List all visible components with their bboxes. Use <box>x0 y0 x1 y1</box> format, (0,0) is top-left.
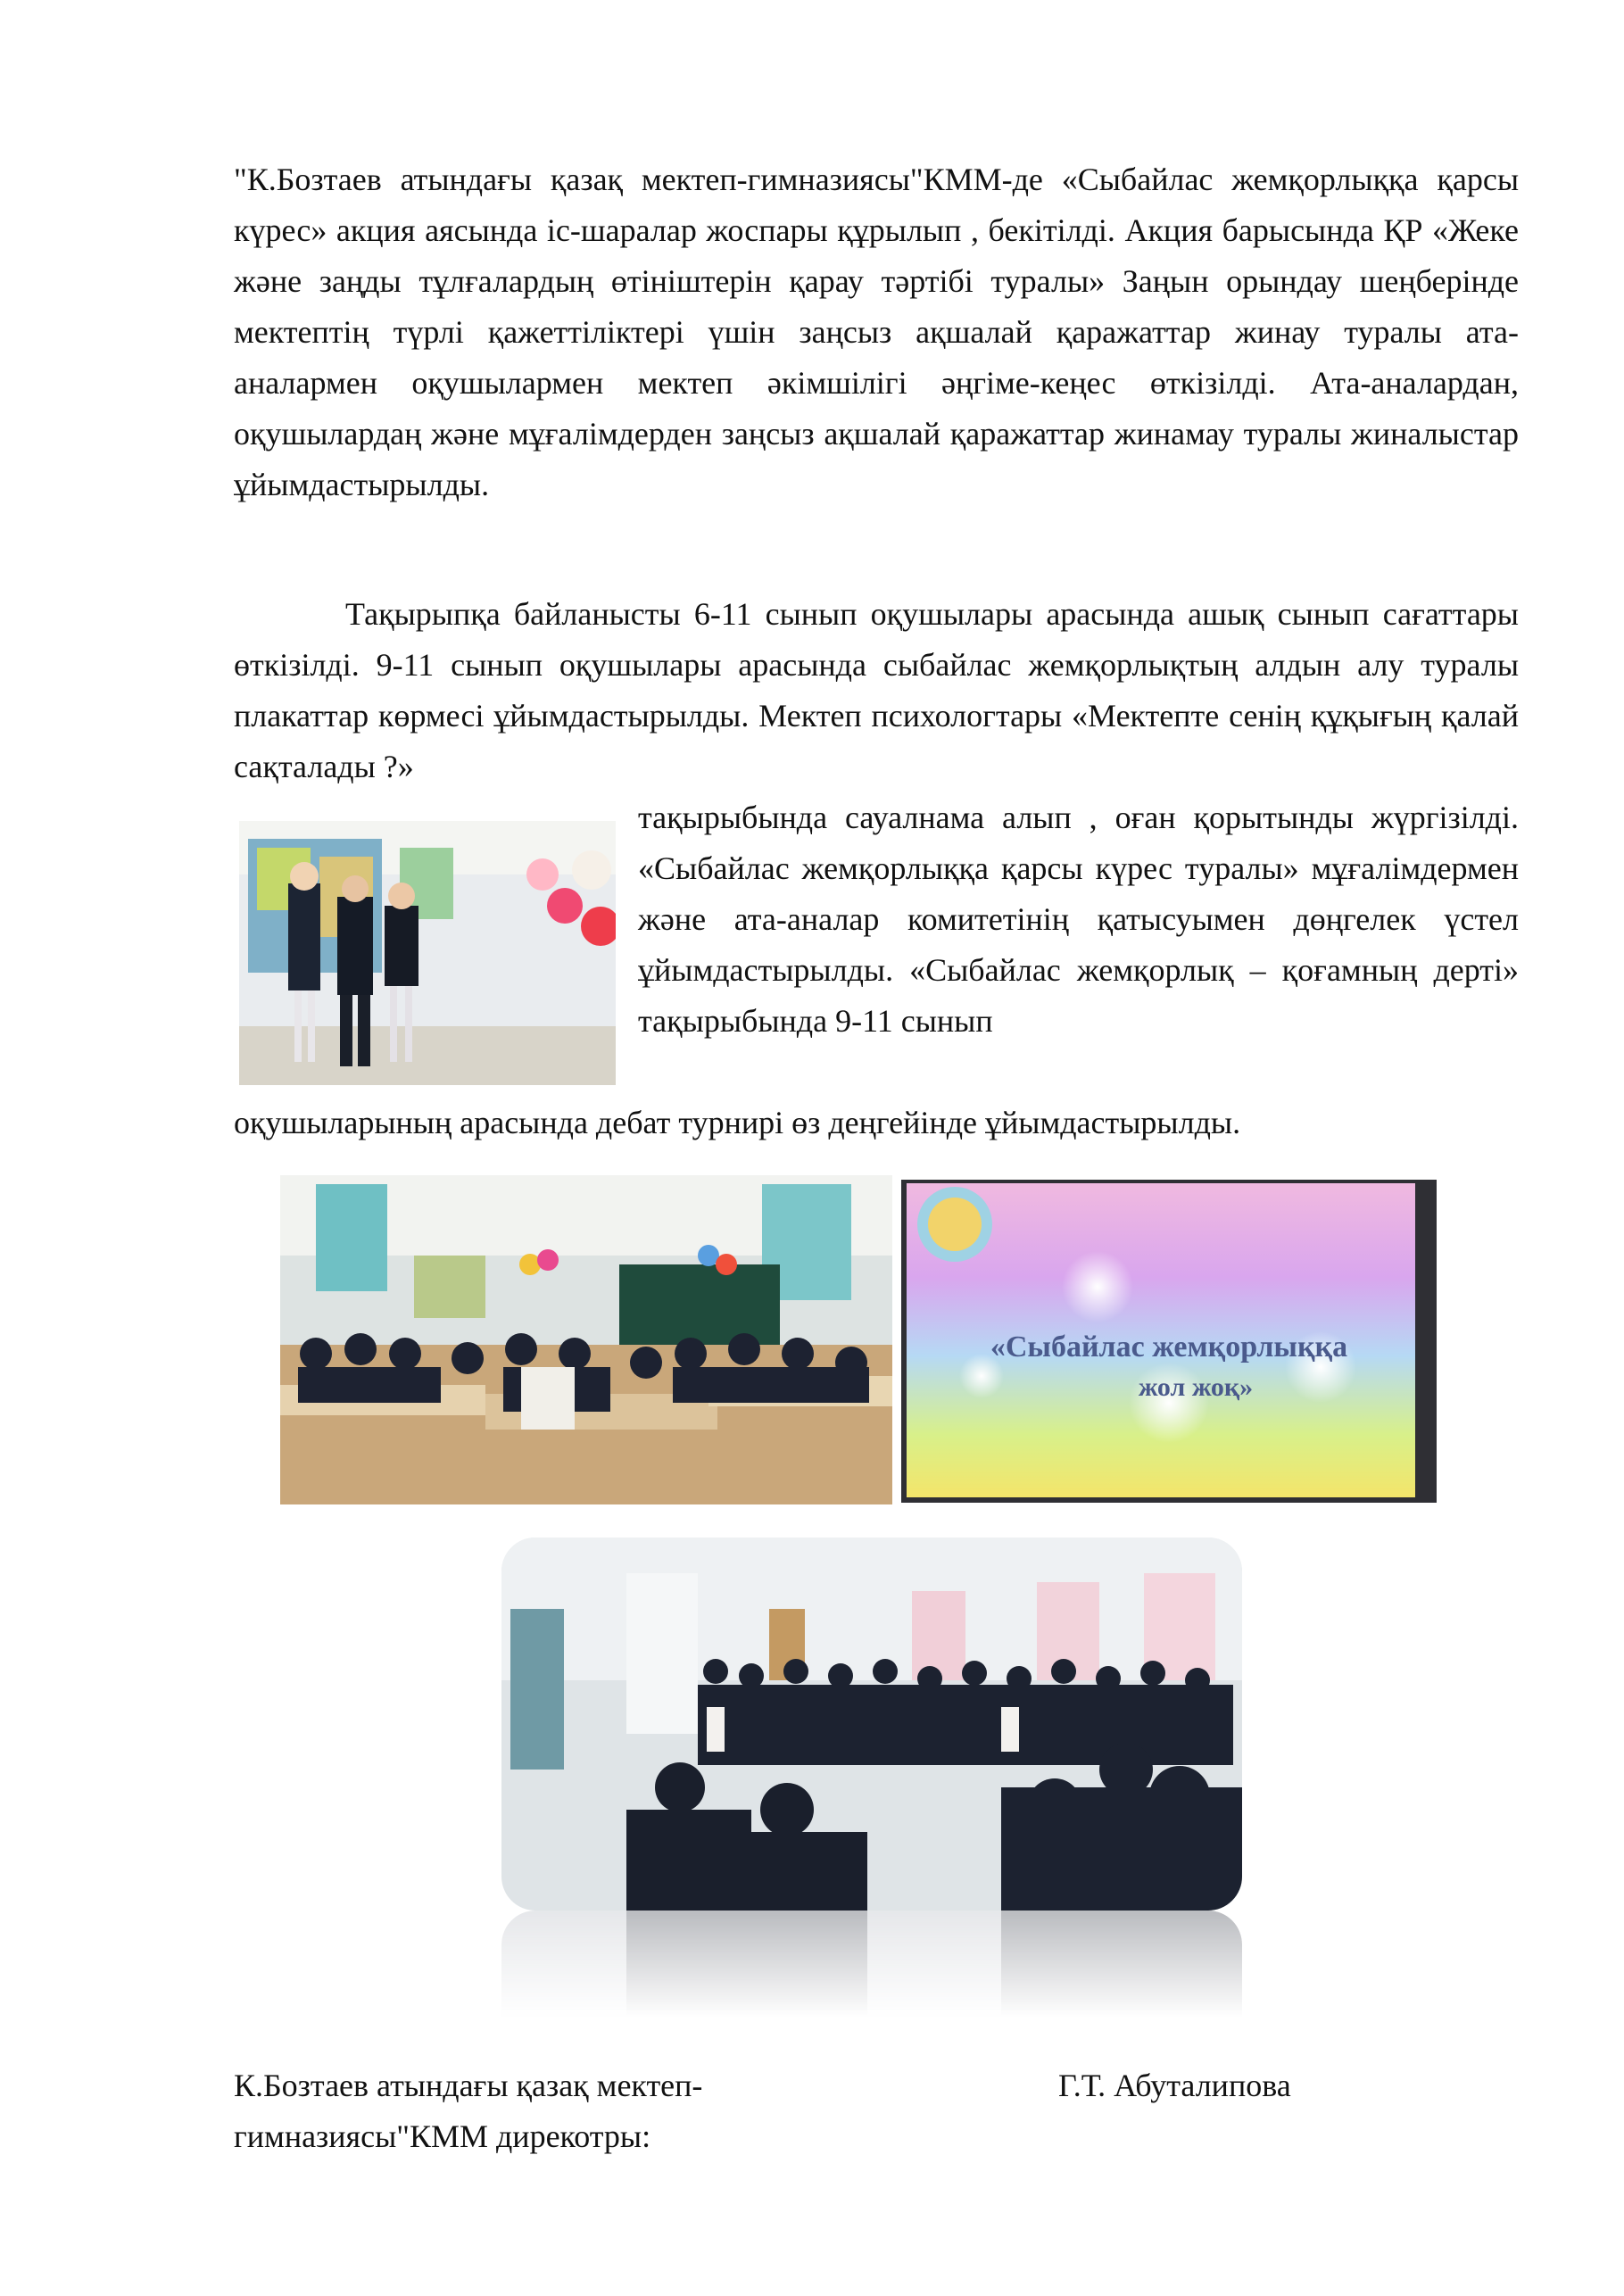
paragraph-events-start: Тақырыпқа байланысты 6-11 сынып оқушылары арасында ашық сынып сағаттары өткізілді. 9-11 сынып оқушылары арасында сыбайлас жемқорлықтың алдын алу туралы плакаттар көрмесі ұйымдастырылды. Мектеп психологтары «Мектепте сенің құқығың қалай сақталады ?» <box>234 596 1519 784</box>
paragraph-intro: "К.Бозтаев атындағы қазақ мектеп-гимназиясы"КММ-де «Сыбайлас жемқорлыққа қарсы күрес» акция аясында іс-шаралар жоспары құрылып , бекітілді. Акция барысында ҚР «Жеке және заңды тұлғалардың өтініштерін қарау тәртібі туралы» Заңын орындау шеңберінде мектептің түрлі қажеттіліктері үшін заңсыз ақшалай қаражаттар жинау туралы ата-аналармен оқушылармен мектеп әкімшілігі әңгіме-кеңес өткізілді. Ата-аналардан, оқушылардаң және мұғалімдерден заңсыз ақшалай қаражаттар жинамау туралы жиналыстар ұйымдастырылды. <box>234 162 1519 502</box>
debate-hall-photo <box>501 1538 1242 1911</box>
paragraph-events-end: оқушыларының арасында дебат турнирі өз деңгейінде ұйымдастырылды. <box>234 1105 1241 1140</box>
students-presentation-photo <box>239 821 616 1085</box>
signature-org-line1: К.Бозтаев атындағы қазақ мектеп- <box>234 2068 703 2103</box>
signature-organization <box>234 2060 858 2162</box>
debate-hall-photo-reflection <box>501 1911 1242 2018</box>
signature-org-line2: гимназиясы"КММ дирекотры: <box>234 2118 651 2154</box>
round-table-classroom-photo <box>280 1175 892 1504</box>
projected-slide-photo <box>901 1180 1437 1503</box>
slide-title-line1: «Сыбайлас жемқорлыққа <box>990 1330 1348 1364</box>
slide-title-line2: жол жоқ» <box>1138 1372 1254 1402</box>
paragraph-events-side: тақырыбында сауалнама алып , оған қорытынды жүргізілді. «Сыбайлас жемқорлыққа қарсы күрес туралы» мұғалімдермен және ата-аналар комитетінің қатысуымен дөңгелек үстел ұйымдастырылды. «Сыбайлас жемқорлық – қоғамның дерті» тақырыбында 9-11 сынып <box>638 800 1519 1039</box>
signature-name: Г.Т. Абуталипова <box>1058 2068 1291 2103</box>
